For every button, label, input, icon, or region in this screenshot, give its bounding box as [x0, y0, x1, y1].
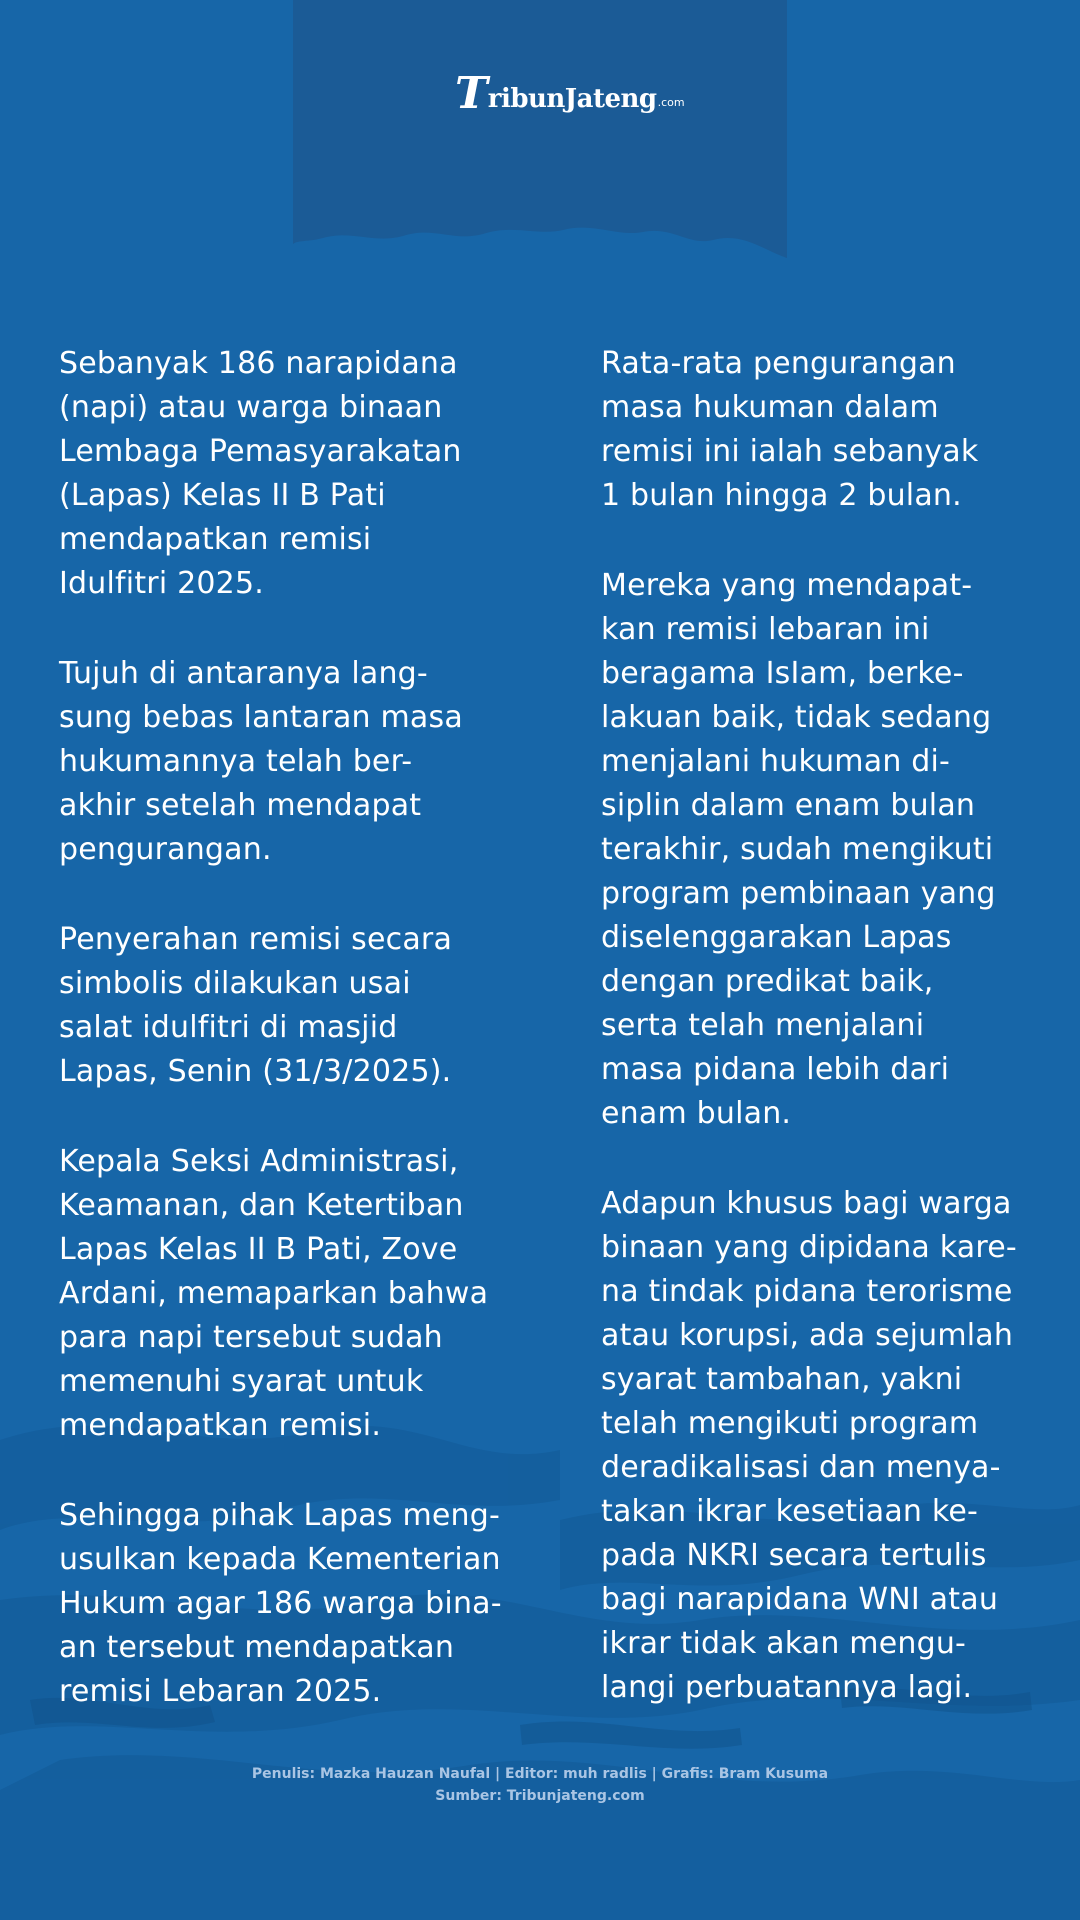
- left-paragraph-1: Sebanyak 186 narapidana (napi) atau warga binaan Lembaga Pemasyarakatan (Lapas) Kelas II B Pati mendapatkan remisi Idulfitri 2025.: [59, 346, 462, 601]
- left-paragraph-5: Sehingga pihak Lapas meng- usulkan kepada Kementerian Hukum agar 186 warga bina- an tersebut mendapatkan remisi Lebaran 2025.: [59, 1498, 502, 1709]
- footer-credits: Penulis: Mazka Hauzan Naufal | Editor: muh radlis | Grafis: Bram Kusuma: [251, 1766, 829, 1782]
- logo-suffix: .com: [657, 96, 685, 109]
- logo-name: ribunJateng: [487, 84, 657, 114]
- header-tab: [293, 0, 787, 258]
- tribunjateng-logo: [455, 68, 685, 119]
- logo-initial: T: [455, 68, 488, 119]
- right-column: [601, 342, 1061, 1756]
- left-column: [59, 342, 545, 1760]
- right-paragraph-2: Mereka yang mendapat- kan remisi lebaran ini beragama IsIam, berke- lakuan baik, tidak sedang menjalani hukuman di- siplin dalam enam bulan terakhir, sudah mengikuti program pembinaan yang diselenggarakan Lapas dengan predikat baik, serta telah menjalani masa pidana lebih dari enam bulan.: [601, 568, 996, 1131]
- footer-source: Sumber: Tribunjateng.com: [435, 1788, 645, 1804]
- right-paragraph-3: Adapun khusus bagi warga binaan yang dipidana kare- na tindak pidana terorisme atau korupsi, ada sejumlah syarat tambahan, yakni telah mengikuti program deradikalisasi dan menya- takan ikrar kesetiaan ke- pada NKRI secara tertulis bagi narapidana WNI atau ikrar tidak akan mengu- langi perbuatannya lagi.: [601, 1186, 1017, 1705]
- left-paragraph-2: Tujuh di antaranya lang- sung bebas lantaran masa hukumannya telah ber- akhir setelah mendapat pengurangan.: [59, 656, 463, 867]
- left-paragraph-3: Penyerahan remisi secara simbolis dilakukan usai salat idulfitri di masjid Lapas, Senin (31/3/2025).: [59, 922, 453, 1089]
- right-paragraph-1: Rata-rata pengurangan masa hukuman dalam remisi ini ialah sebanyak 1 bulan hingga 2 bulan.: [601, 346, 979, 513]
- left-paragraph-4: Kepala Seksi Administrasi, Keamanan, dan Ketertiban Lapas Kelas II B Pati, Zove Ardani, memaparkan bahwa para napi tersebut sudah memenuhi syarat untuk mendapatkan remisi.: [59, 1144, 489, 1443]
